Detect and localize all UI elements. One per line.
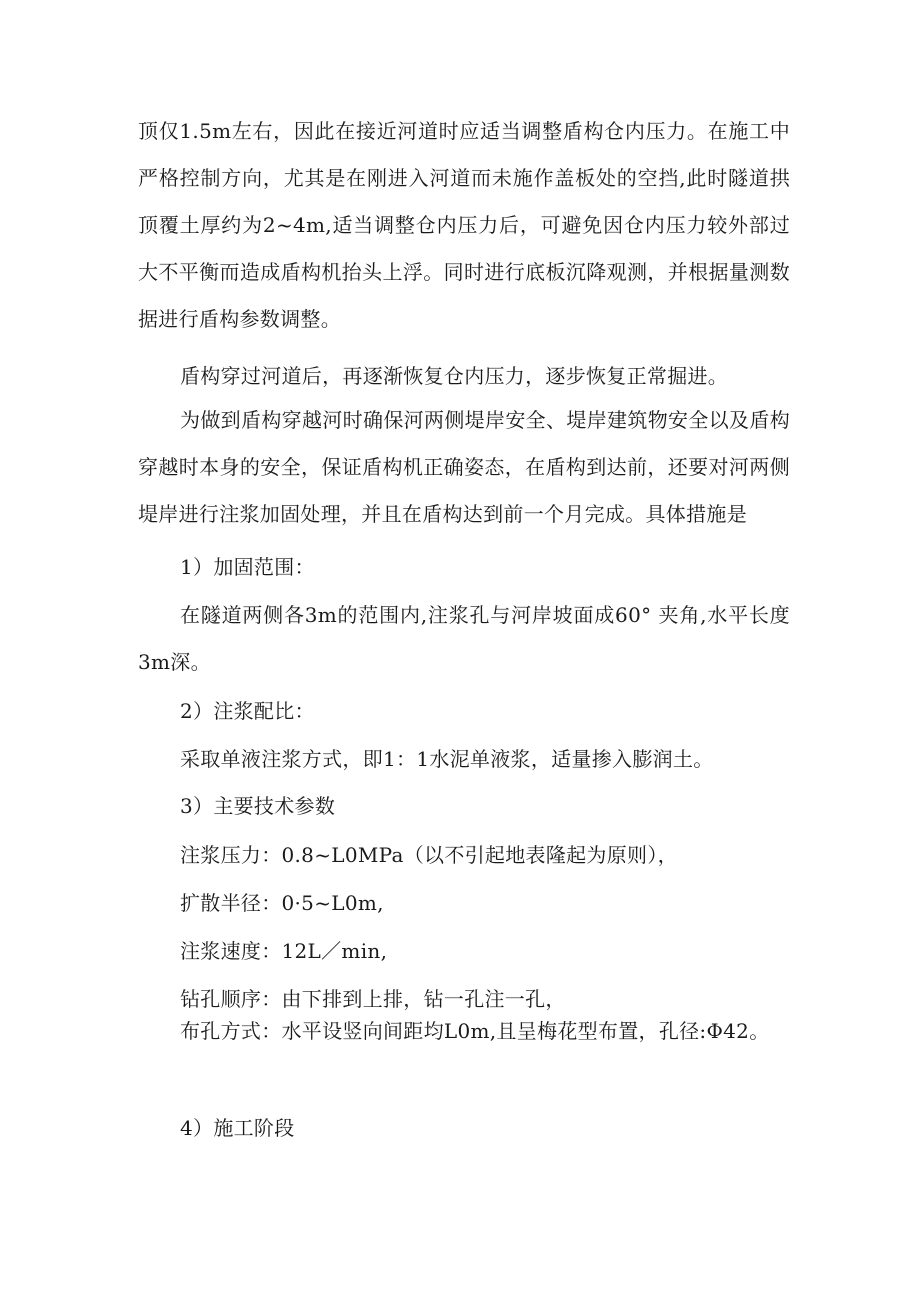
heading-reinforcement-range: 1）加固范围： <box>180 555 315 579</box>
param-hole-layout: 布孔方式：水平设竖向间距均L0m,且呈梅花型布置，孔径:Φ42。 <box>180 1019 770 1043</box>
paragraph-after-crossing: 盾构穿过河道后，再逐渐恢复仓内压力，逐步恢复正常掘进。 <box>180 364 729 388</box>
param-drilling-order: 钻孔顺序：由下排到上排，钻一孔注一孔， <box>180 987 566 1011</box>
param-grout-speed: 注浆速度：12L／min, <box>180 939 388 963</box>
paragraph-reinforcement-range: 在隧道两侧各3m的范围内,注浆孔与河岸坡面成60° 夹角,水平长度3m深。 <box>138 603 790 674</box>
paragraph-reinforcement-intro: 为做到盾构穿越河时确保河两侧堤岸安全、堤岸建筑物安全以及盾构穿越时本身的安全，保证盾构机正确姿态，在盾构到达前，还要对河两侧堤岸进行注浆加固处理，并且在盾构达到前一个月完成。具体措施是 <box>138 408 790 526</box>
paragraph-grout-ratio: 采取单液注浆方式，即1：1水泥单液浆，适量掺入膨润土。 <box>180 747 714 771</box>
param-diffusion-radius: 扩散半径：0·5~L0m, <box>180 891 384 915</box>
param-grout-pressure: 注浆压力：0.8~L0MPa（以不引起地表隆起为原则）， <box>180 843 678 867</box>
heading-construction-stage: 4）施工阶段 <box>180 1116 295 1140</box>
heading-technical-parameters: 3）主要技术参数 <box>180 794 336 818</box>
heading-grout-ratio: 2）注浆配比： <box>180 699 315 723</box>
paragraph-pressure-adjustment: 顶仅1.5m左右，因此在接近河道时应适当调整盾构仓内压力。在施工中严格控制方向，尤其是在刚进入河道而未施作盖板处的空挡,此时隧道拱顶覆土厚约为2~4m,适当调整仓内压力后，可避免因仓内压力较外部过大不平衡而造成盾构机抬头上浮。同时进行底板沉降观测，并根据量测数据进行盾构参数调整。 <box>138 119 790 331</box>
